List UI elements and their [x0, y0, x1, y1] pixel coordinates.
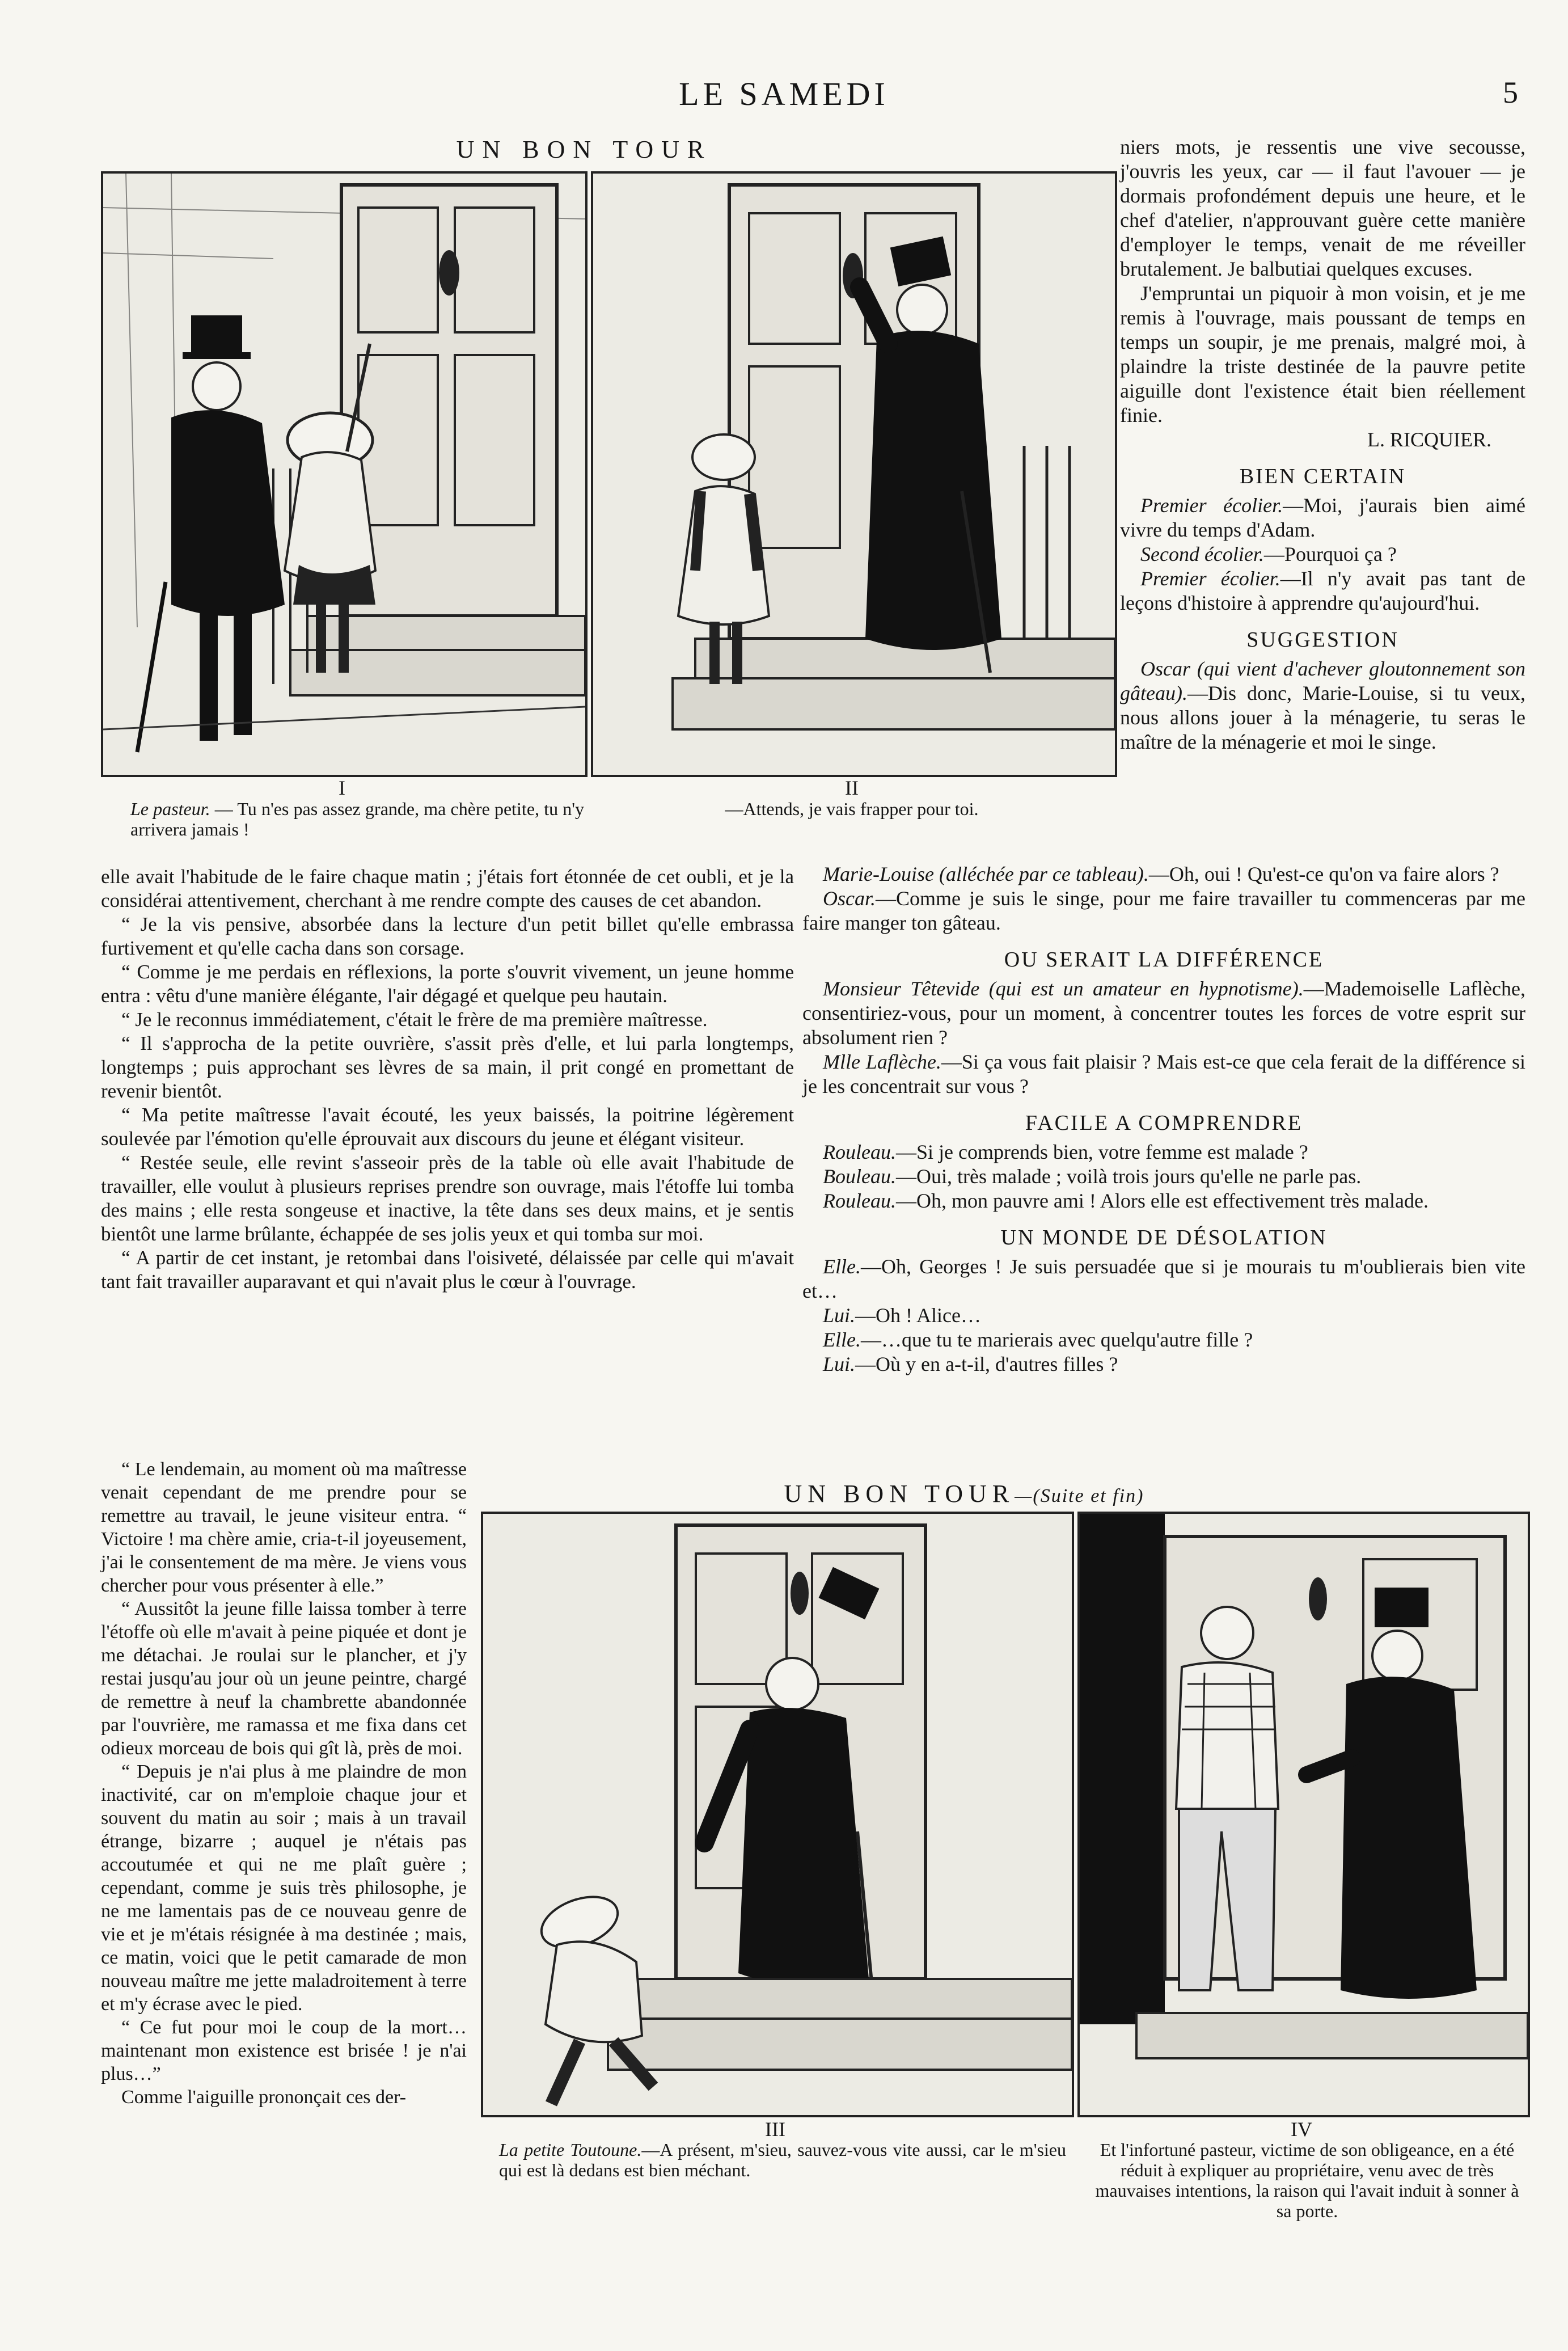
comic-panel-4: [1077, 1512, 1530, 2117]
illustration-girl-running: [483, 1514, 1072, 2115]
joke-title: BIEN CERTAIN: [1239, 465, 1406, 488]
caption-text: —A présent, m'sieu, sauvez-vous vite aussi, car le m'sieu qui est là dedans est bien méchant.: [499, 2139, 1067, 2180]
joke-speaker: Lui.: [823, 1353, 856, 1375]
joke-text: —Mademoiselle Laflèche, consentiriez-vous, pour un moment, à concentrer toutes les forces de votre esprit sur absolument rien ?: [802, 977, 1525, 1049]
joke-line: [802, 1328, 1525, 1352]
story-paragraph: “ Le lendemain, au moment où ma maîtresse venait cependant de me prendre pour se remettre au travail, le jeune visiteur entra. “ Victoire ! ma chère amie, cria-t-il joyeusement, j'ai le consentement de ma mère. Je viens vous chercher pour vous présenter à elle.”: [101, 1459, 467, 1596]
joke-text: —Oh, mon pauvre ami ! Alors elle est effectivement très malade.: [895, 1189, 1429, 1212]
joke-text: —Dis donc, Marie-Louise, si tu veux, nous allons jouer à la ménagerie, tu seras le maître de la ménagerie et moi le singe.: [1120, 682, 1525, 753]
joke-text: —Oh, Georges ! Je suis persuadée que si je mourais tu m'oublierais bien vite et…: [802, 1255, 1525, 1302]
caption-text: — Tu n'es pas assez grande, ma chère petite, tu n'y arrivera jamais !: [130, 799, 585, 839]
story-paragraph: “ A partir de cet instant, je retombai dans l'oisiveté, délaissée par celle qui m'avait tant fait travailler auparavant et qui n'avait plus le cœur à l'ouvrage.: [101, 1247, 794, 1293]
joke-text: —Moi, j'aurais bien aimé vivre du temps d'Adam.: [1120, 494, 1525, 541]
joke-speaker: Monsieur Têtevide (qui est un amateur en hypnotisme).: [823, 977, 1304, 1000]
panel-caption: —Attends, je vais frapper pour toi.: [725, 799, 979, 819]
joke-title: OU SERAIT LA DIFFÉRENCE: [1004, 948, 1324, 972]
joke-text: —Il n'y avait pas tant de leçons d'histoire à apprendre qu'aujourd'hui.: [1120, 567, 1525, 614]
joke-line: [1120, 542, 1525, 567]
panel-caption: [499, 2139, 1066, 2180]
illustration-owner-and-pastor: [1080, 1514, 1528, 2115]
joke-speaker: Elle.: [823, 1328, 861, 1351]
story-paragraph: “ Il s'approcha de la petite ouvrière, s'assit près d'elle, et lui parla longtemps, longtemps ; puis approchant ses lèvres de sa main, il prit congé en promettant de revenir bientôt.: [101, 1032, 794, 1102]
comic-title-suffix: —(Suite et fin): [1015, 1485, 1144, 1506]
newspaper-title: LE SAMEDI: [679, 75, 889, 112]
joke-title: UN MONDE DE DÉSOLATION: [1000, 1226, 1328, 1250]
panel-caption: [130, 799, 584, 839]
story-continuation: [1120, 135, 1525, 754]
author-signature: L. RICQUIER.: [1367, 428, 1491, 451]
page-number: 5: [1503, 75, 1518, 109]
joke-line: [802, 1352, 1525, 1377]
joke-line: [802, 1140, 1525, 1164]
joke-speaker: Oscar.: [823, 887, 876, 910]
panel-caption: Et l'infortuné pasteur, victime de son obligeance, en a été réduit à expliquer au propriétaire, venu avec de très mauvaises intentions, la raison qui l'avait induit à sonner à sa porte.: [1095, 2139, 1519, 2221]
joke-text: —Pourquoi ça ?: [1263, 543, 1397, 565]
illustration-pastor-girl-door: [103, 174, 585, 775]
comic-panel-1: [101, 171, 588, 777]
joke-speaker: Marie-Louise (alléchée par ce tableau).: [823, 863, 1149, 885]
joke-speaker: Oscar (qui vient d'achever gloutonnement son gâteau).: [1120, 657, 1525, 704]
joke-text: —Où y en a-t-il, d'autres filles ?: [855, 1353, 1118, 1375]
joke-text: —Si je comprends bien, votre femme est malade ?: [895, 1141, 1308, 1163]
joke-speaker: Rouleau.: [823, 1189, 896, 1212]
story-paragraph: niers mots, je ressentis une vive secousse, j'ouvris les yeux, car — il faut l'avouer — je dormais profondément depuis une heure, et le chef d'atelier, n'approuvant guère cette manière d'employer le temps, venait de me réveiller brutalement. Je balbutiai quelques excuses.: [1120, 136, 1525, 280]
joke-line: [802, 1164, 1525, 1189]
joke-speaker: Elle.: [823, 1255, 861, 1278]
story-paragraph: “ Depuis je n'ai plus à me plaindre de mon inactivité, car on m'emploie chaque jour et souvent du matin au soir ; mais à un travail étrange, bizarre ; auquel je n'étais pas accoutumée et qui ne me plaît guère ; cependant, comme je suis très philosophe, je ne me lamentais pas de ce nouveau genre de vie et je m'étais résignée à ma destinée ; mais, ce matin, voici que le petit camarade de mon nouveau maître me jette maladroitement à terre et m'y écrase avec le pied.: [101, 1761, 467, 2015]
joke-speaker: Rouleau.: [823, 1141, 896, 1163]
comic-title-top: UN BON TOUR: [456, 136, 712, 163]
caption-speaker: Le pasteur.: [130, 799, 210, 819]
joke-text: —Si ça vous fait plaisir ? Mais est-ce que cela ferait de la différence si je les concentrait sur vous ?: [802, 1050, 1525, 1098]
joke-line: [1120, 493, 1525, 542]
joke-line: [1120, 657, 1525, 754]
joke-speaker: Premier écolier.: [1140, 494, 1283, 517]
joke-line: [802, 1050, 1525, 1099]
story-paragraph: elle avait l'habitude de le faire chaque matin ; j'étais fort étonnée de cet oubli, et je la considérai attentivement, cherchant à me rendre compte des causes de cet abandon.: [101, 866, 794, 911]
joke-line: [802, 887, 1525, 935]
joke-speaker: Lui.: [823, 1304, 856, 1327]
joke-line: [1120, 567, 1525, 615]
joke-text: —Oh, oui ! Qu'est-ce qu'on va faire alors ?: [1148, 863, 1499, 885]
caption-speaker: La petite Toutoune.: [499, 2139, 642, 2160]
joke-text: —Comme je suis le singe, pour me faire travailler tu commenceras par me faire manger ton gâteau.: [802, 887, 1525, 934]
story-paragraph: “ Comme je me perdais en réflexions, la porte s'ouvrit vivement, un jeune homme entra : vêtu d'une manière élégante, l'air dégagé et quelque peu hautain.: [101, 961, 794, 1007]
joke-text: —…que tu te marierais avec quelqu'autre fille ?: [860, 1328, 1253, 1351]
comic-panel-2: [591, 171, 1117, 777]
story-paragraph: “ Je le reconnus immédiatement, c'était le frère de ma première maîtresse.: [121, 1008, 708, 1031]
joke-speaker: Mlle Laflèche.: [823, 1050, 941, 1073]
panel-number: I: [339, 776, 345, 799]
story-column-wide: [101, 865, 794, 1294]
panel-number: IV: [1291, 2118, 1312, 2141]
story-paragraph: J'empruntai un piquoir à mon voisin, et je me remis à l'ouvrage, mais poussant de temps en temps un soupir, je me prenais, malgré moi, à plaindre la triste destinée de la pauvre petite aiguille dont l'existence était bien réellement finie.: [1120, 282, 1525, 427]
panel-number: III: [765, 2118, 785, 2141]
joke-title: SUGGESTION: [1246, 628, 1399, 652]
story-paragraph: “ Aussitôt la jeune fille laissa tomber à terre l'étoffe où elle m'avait à peine piquée et dont je me détachai. Je roulai sur le plancher, et j'y restai jusqu'au jour où un jeune peintre, chargé de remettre à neuf la chambrette abandonnée par l'ouvrière, me ramassa et me fixa dans cet odieux morceau de bois qui gît là, près de moi.: [101, 1598, 467, 1759]
story-column-narrow: [101, 1458, 467, 2109]
joke-speaker: Premier écolier.: [1140, 567, 1280, 590]
story-paragraph: “ Je la vis pensive, absorbée dans la lecture d'un petit billet qu'elle embrassa furtivement et qu'elle cacha dans son corsage.: [101, 913, 794, 959]
joke-line: [802, 1255, 1525, 1303]
comic-title-bottom: [709, 1479, 1219, 1508]
comic-panel-3: [481, 1512, 1074, 2117]
story-paragraph: “ Ce fut pour moi le coup de la mort… maintenant mon existence est brisée ! je n'ai plus…”: [101, 2017, 467, 2084]
joke-text: —Oh ! Alice…: [855, 1304, 981, 1327]
joke-line: [802, 977, 1525, 1050]
comic-title-text: UN BON TOUR: [784, 1480, 1015, 1508]
joke-title: FACILE A COMPRENDRE: [1025, 1111, 1303, 1135]
joke-speaker: Second écolier.: [1140, 543, 1264, 565]
joke-line: [802, 1189, 1525, 1213]
joke-line: [802, 862, 1525, 887]
illustration-pastor-knocking: [593, 174, 1115, 775]
story-paragraph: “ Restée seule, elle revint s'asseoir près de la table où elle avait l'habitude de travailler, elle voulut à plusieurs reprises prendre son ouvrage, mais l'étoffe lui tomba des mains ; elle resta songeuse et inactive, la tête dans ses deux mains, et je sentis bientôt une larme brûlante, échappée de ses jolis yeux et qui tomba sur moi.: [101, 1151, 794, 1245]
joke-line: [802, 1303, 1525, 1328]
jokes-column: [802, 862, 1525, 1377]
story-paragraph: “ Ma petite maîtresse l'avait écouté, les yeux baissés, la poitrine légèrement soulevée par l'émotion qu'elle éprouvait aux discours du jeune et élégant visiteur.: [101, 1104, 794, 1150]
story-paragraph: Comme l'aiguille prononçait ces der-: [121, 2087, 407, 2108]
panel-number: II: [845, 776, 859, 799]
joke-text: —Oui, très malade ; voilà trois jours qu'elle ne parle pas.: [895, 1165, 1362, 1188]
joke-speaker: Bouleau.: [823, 1165, 896, 1188]
